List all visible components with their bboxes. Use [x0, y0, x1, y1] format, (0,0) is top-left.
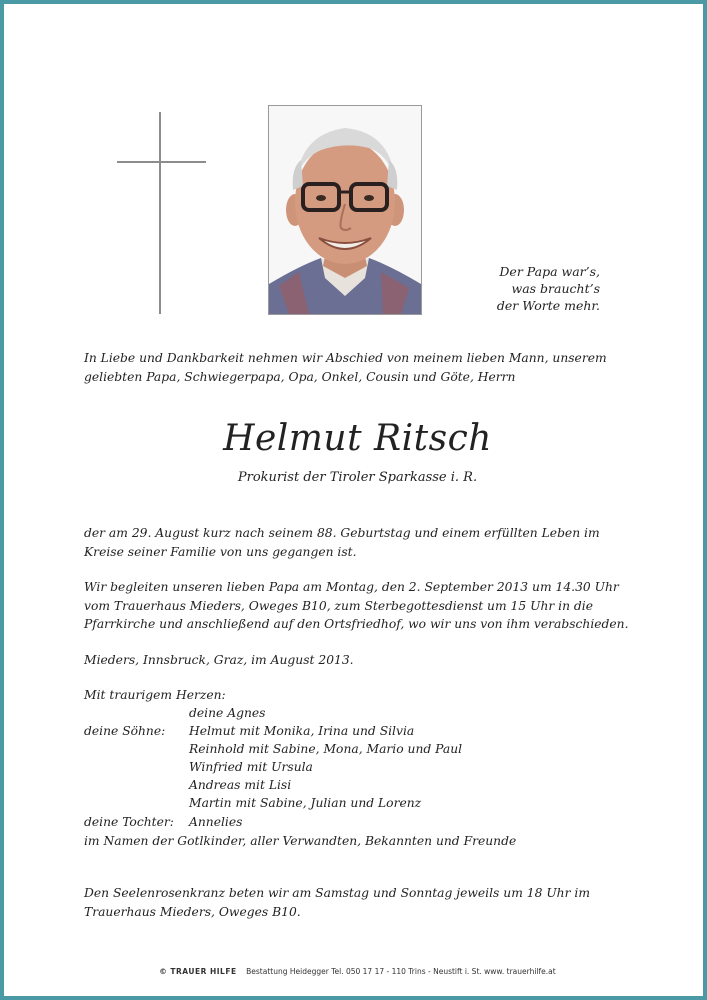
portrait-photo: [268, 105, 422, 315]
intro-paragraph: [84, 349, 634, 386]
funeral-line: vom Trauerhaus Mieders, Oweges B10, zum Sterbegottesdienst um 15 Uhr in die: [84, 598, 594, 613]
family-son: Winfried mit Ursula: [189, 760, 313, 774]
family-son: Reinhold mit Sabine, Mona, Mario und Paul: [189, 742, 463, 756]
cross-horizontal-bar: [117, 161, 206, 163]
quote-line: was braucht’s: [511, 281, 600, 296]
family-others: im Namen der Gotlkinder, aller Verwandten, Bekannten und Freunde: [84, 834, 517, 848]
quote-line: Der Papa war’s,: [499, 264, 600, 279]
footer-brand: © TRAUER HILFE: [159, 967, 237, 976]
rosary-line: Den Seelenrosenkranz beten wir am Samstag und Sonntag jeweils um 18 Uhr im: [84, 886, 590, 900]
intro-line: geliebten Papa, Schwiegerpapa, Opa, Onkel, Cousin und Göte, Herrn: [84, 369, 516, 384]
footer: [4, 967, 707, 976]
family-son: Martin mit Sabine, Julian und Lorenz: [189, 796, 422, 810]
rosary-paragraph: [84, 884, 634, 921]
family-daughter-label: deine Tochter:: [84, 815, 174, 829]
funeral-line: Wir begleiten unseren lieben Papa am Montag, den 2. September 2013 um 14.30 Uhr: [84, 580, 619, 594]
cross-vertical-bar: [159, 112, 161, 314]
death-line: Kreise seiner Familie von uns gegangen ist.: [84, 544, 357, 559]
family-daughter: Annelies: [189, 815, 243, 829]
place-date: Mieders, Innsbruck, Graz, im August 2013.: [84, 653, 354, 667]
family-wife: deine Agnes: [189, 706, 266, 720]
family-son: Helmut mit Monika, Irina und Silvia: [189, 724, 415, 738]
family-heading: Mit traurigem Herzen:: [84, 688, 226, 702]
portrait-illustration: [269, 106, 421, 314]
quote: [444, 263, 600, 314]
rosary-line: Trauerhaus Mieders, Oweges B10.: [84, 904, 301, 919]
deceased-name: Helmut Ritsch: [223, 418, 492, 459]
death-paragraph: [84, 524, 634, 561]
funeral-paragraph: [84, 578, 634, 634]
family-son: Andreas mit Lisi: [189, 778, 292, 792]
quote-line: der Worte mehr.: [496, 298, 600, 313]
funeral-line: Pfarrkirche und anschließend auf den Ortsfriedhof, wo wir uns von ihm verabschieden.: [84, 617, 629, 631]
family-sons-label: deine Söhne:: [84, 724, 166, 738]
death-line: der am 29. August kurz nach seinem 88. Geburtstag und einem erfüllten Leben im: [84, 526, 600, 540]
footer-text: Bestattung Heidegger Tel. 050 17 17 - 110 Trins - Neustift i. St. www. trauerhilfe.at: [246, 967, 556, 976]
deceased-title: Prokurist der Tiroler Sparkasse i. R.: [237, 470, 478, 485]
intro-line: In Liebe und Dankbarkeit nehmen wir Abschied von meinem lieben Mann, unserem: [84, 351, 607, 365]
